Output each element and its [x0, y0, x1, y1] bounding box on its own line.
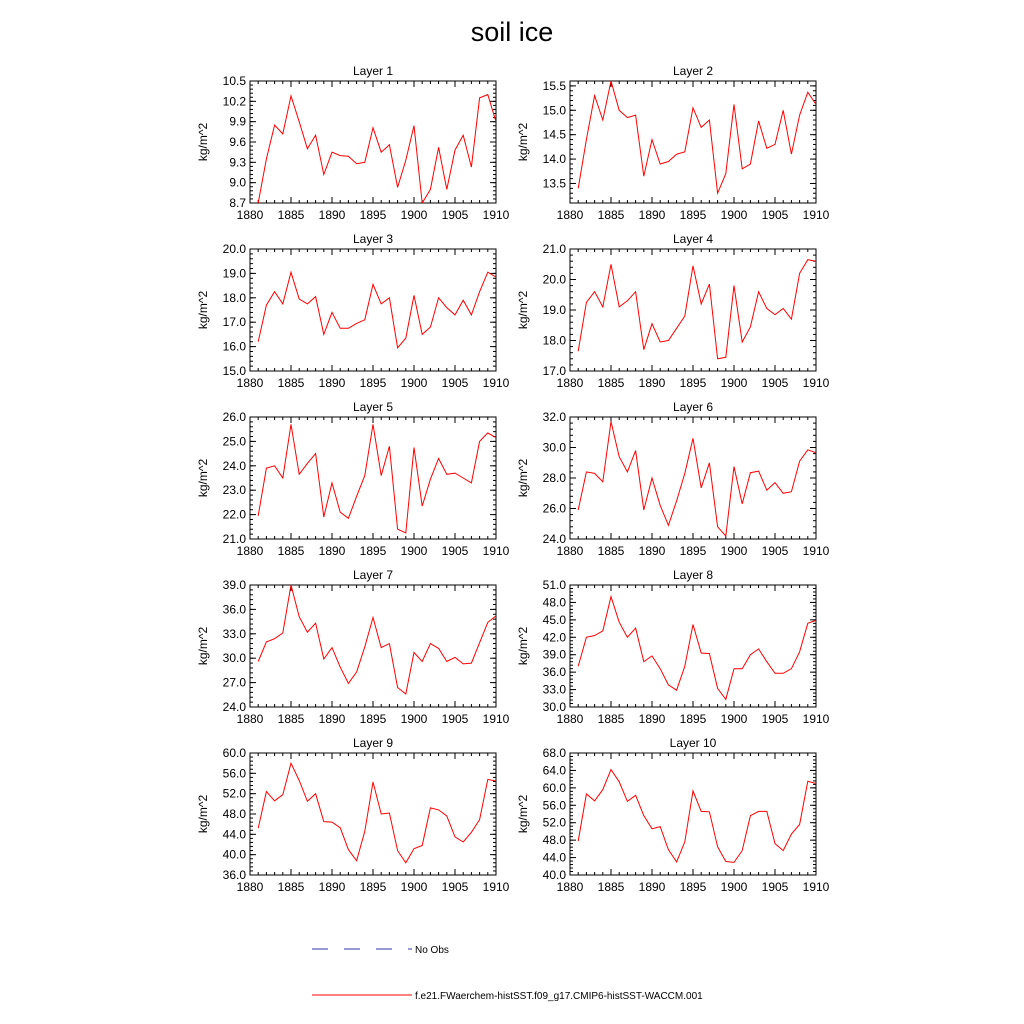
layer-3-panel — [196, 232, 510, 390]
y-tick-label: 23.0 — [222, 483, 246, 498]
layer-8-panel — [516, 568, 830, 726]
y-tick-label: 24.0 — [222, 458, 246, 473]
y-axis-label: kg/m^2 — [196, 626, 210, 666]
y-tick-label: 30.0 — [542, 700, 566, 714]
y-tick-label: 39.0 — [222, 578, 246, 592]
x-tick-label: 1880 — [236, 208, 264, 222]
y-axis-label: kg/m^2 — [516, 290, 530, 330]
x-tick-label: 1890 — [638, 880, 666, 894]
x-tick-label: 1890 — [318, 712, 346, 726]
x-tick-label: 1885 — [597, 376, 625, 390]
y-tick-label: 24.0 — [222, 700, 246, 714]
y-tick-label: 27.0 — [222, 675, 246, 690]
y-tick-label: 9.6 — [229, 135, 246, 149]
y-tick-label: 39.0 — [542, 647, 566, 662]
y-tick-label: 68.0 — [542, 746, 566, 760]
x-tick-label: 1900 — [720, 880, 748, 894]
panel-title: Layer 5 — [352, 400, 394, 414]
y-tick-label: 51.0 — [542, 578, 566, 592]
y-axis-label: kg/m^2 — [196, 122, 210, 162]
y-tick-label: 14.5 — [542, 127, 566, 142]
y-tick-label: 52.0 — [222, 786, 246, 801]
x-tick-label: 1890 — [318, 544, 346, 558]
y-tick-label: 17.0 — [542, 364, 566, 378]
layer-9-panel — [196, 736, 510, 894]
series-line — [578, 770, 816, 863]
x-tick-label: 1880 — [556, 880, 584, 894]
x-tick-label: 1905 — [441, 544, 469, 558]
y-tick-label: 18.0 — [542, 333, 566, 348]
y-tick-label: 56.0 — [542, 798, 566, 813]
x-tick-label: 1885 — [597, 544, 625, 558]
y-tick-label: 30.0 — [222, 651, 246, 666]
y-tick-label: 44.0 — [542, 850, 566, 865]
layer-7-panel — [196, 568, 510, 726]
x-tick-label: 1885 — [277, 712, 305, 726]
x-tick-label: 1910 — [482, 712, 510, 726]
plot-frame — [250, 417, 496, 539]
y-tick-label: 32.0 — [542, 410, 566, 424]
x-tick-label: 1905 — [761, 208, 789, 222]
y-tick-label: 36.0 — [222, 868, 246, 882]
panel-title: Layer 9 — [352, 736, 394, 750]
x-tick-label: 1885 — [277, 544, 305, 558]
y-tick-label: 16.0 — [222, 339, 246, 354]
series-line — [578, 422, 816, 536]
y-tick-label: 36.0 — [222, 602, 246, 617]
y-tick-label: 64.0 — [542, 763, 566, 778]
y-tick-label: 48.0 — [542, 595, 566, 610]
y-tick-label: 10.5 — [222, 74, 246, 88]
y-tick-label: 25.0 — [222, 434, 246, 449]
plot-frame — [570, 417, 816, 539]
y-tick-label: 33.0 — [542, 682, 566, 697]
y-tick-label: 40.0 — [542, 868, 566, 882]
x-tick-label: 1880 — [236, 376, 264, 390]
layer-5-panel — [196, 400, 510, 558]
y-tick-label: 9.3 — [229, 155, 246, 170]
y-axis-label: kg/m^2 — [516, 458, 530, 498]
series-line — [258, 95, 496, 203]
x-tick-label: 1890 — [318, 208, 346, 222]
x-tick-label: 1900 — [720, 712, 748, 726]
y-tick-label: 48.0 — [222, 807, 246, 821]
x-tick-label: 1895 — [679, 880, 707, 894]
panel-title: Layer 6 — [672, 400, 714, 414]
y-tick-label: 26.0 — [542, 501, 566, 516]
x-tick-label: 1880 — [556, 544, 584, 558]
x-tick-label: 1900 — [400, 712, 428, 726]
y-tick-label: 15.5 — [542, 78, 566, 93]
y-tick-label: 17.0 — [222, 315, 246, 330]
series-line — [578, 597, 816, 700]
x-tick-label: 1895 — [679, 544, 707, 558]
plot-frame — [570, 753, 816, 875]
x-tick-label: 1905 — [761, 712, 789, 726]
legend-obs-label: No Obs — [415, 945, 449, 956]
y-tick-label: 22.0 — [222, 507, 246, 522]
y-tick-label: 18.0 — [222, 290, 246, 305]
x-tick-label: 1885 — [597, 712, 625, 726]
y-tick-label: 42.0 — [542, 630, 566, 645]
x-tick-label: 1885 — [277, 880, 305, 894]
y-tick-label: 20.0 — [542, 272, 566, 287]
y-tick-label: 56.0 — [222, 766, 246, 781]
y-tick-label: 60.0 — [222, 746, 246, 760]
y-tick-label: 19.0 — [222, 266, 246, 281]
y-tick-label: 21.0 — [542, 242, 566, 256]
y-tick-label: 9.9 — [229, 114, 246, 129]
x-tick-label: 1895 — [679, 208, 707, 222]
x-tick-label: 1895 — [359, 208, 387, 222]
y-tick-label: 33.0 — [222, 626, 246, 641]
x-tick-label: 1880 — [556, 208, 584, 222]
x-tick-label: 1910 — [802, 880, 830, 894]
y-tick-label: 36.0 — [542, 665, 566, 680]
x-tick-label: 1885 — [597, 208, 625, 222]
x-tick-label: 1905 — [441, 712, 469, 726]
x-tick-label: 1910 — [802, 376, 830, 390]
y-tick-label: 13.5 — [542, 176, 566, 191]
x-tick-label: 1910 — [482, 376, 510, 390]
x-tick-label: 1890 — [318, 880, 346, 894]
y-tick-label: 15.0 — [542, 103, 566, 118]
x-tick-label: 1880 — [556, 712, 584, 726]
x-tick-label: 1895 — [359, 880, 387, 894]
x-tick-label: 1890 — [638, 712, 666, 726]
y-axis-label: kg/m^2 — [196, 794, 210, 834]
x-tick-label: 1880 — [556, 376, 584, 390]
x-tick-label: 1885 — [597, 880, 625, 894]
y-tick-label: 44.0 — [222, 827, 246, 842]
figure-title: soil ice — [470, 17, 554, 47]
x-tick-label: 1895 — [679, 712, 707, 726]
x-tick-label: 1890 — [638, 208, 666, 222]
panel-title: Layer 10 — [669, 736, 717, 750]
panel-title: Layer 1 — [352, 64, 394, 78]
plot-frame — [570, 585, 816, 707]
legend-model-label: f.e21.FWaerchem-histSST.f09_g17.CMIP6-histSST-WACCM.001 — [415, 991, 703, 1002]
x-tick-label: 1880 — [236, 880, 264, 894]
y-tick-label: 60.0 — [542, 780, 566, 795]
panel-title: Layer 7 — [352, 568, 394, 582]
series-line — [258, 424, 496, 533]
x-tick-label: 1895 — [359, 712, 387, 726]
y-axis-label: kg/m^2 — [516, 626, 530, 666]
x-tick-label: 1895 — [359, 376, 387, 390]
panel-title: Layer 8 — [672, 568, 714, 582]
y-tick-label: 21.0 — [222, 532, 246, 546]
x-tick-label: 1910 — [482, 208, 510, 222]
y-tick-label: 15.0 — [222, 364, 246, 378]
layer-1-panel — [196, 64, 510, 222]
x-tick-label: 1900 — [720, 544, 748, 558]
x-tick-label: 1880 — [236, 712, 264, 726]
x-tick-label: 1900 — [400, 376, 428, 390]
y-tick-label: 14.0 — [542, 152, 566, 167]
series-line — [258, 585, 496, 694]
series-line — [578, 81, 816, 193]
y-tick-label: 20.0 — [222, 242, 246, 256]
x-tick-label: 1880 — [236, 544, 264, 558]
x-tick-label: 1900 — [400, 208, 428, 222]
panel-title: Layer 4 — [672, 232, 714, 246]
y-tick-label: 24.0 — [542, 532, 566, 546]
y-tick-label: 26.0 — [222, 410, 246, 424]
y-axis-label: kg/m^2 — [196, 458, 210, 498]
x-tick-label: 1900 — [720, 376, 748, 390]
y-axis-label: kg/m^2 — [196, 290, 210, 330]
x-tick-label: 1885 — [277, 376, 305, 390]
x-tick-label: 1900 — [720, 208, 748, 222]
x-tick-label: 1905 — [441, 376, 469, 390]
layer-4-panel — [516, 232, 830, 390]
x-tick-label: 1905 — [761, 376, 789, 390]
series-line — [578, 260, 816, 359]
plot-frame — [250, 249, 496, 371]
x-tick-label: 1910 — [802, 544, 830, 558]
x-tick-label: 1910 — [482, 880, 510, 894]
x-tick-label: 1885 — [277, 208, 305, 222]
x-tick-label: 1910 — [802, 208, 830, 222]
y-axis-label: kg/m^2 — [516, 122, 530, 162]
x-tick-label: 1905 — [761, 880, 789, 894]
y-axis-label: kg/m^2 — [516, 794, 530, 834]
legend — [312, 945, 703, 1002]
y-tick-label: 10.2 — [222, 94, 246, 109]
x-tick-label: 1900 — [400, 544, 428, 558]
x-tick-label: 1890 — [638, 376, 666, 390]
series-line — [258, 763, 496, 863]
series-line — [258, 272, 496, 348]
x-tick-label: 1905 — [441, 208, 469, 222]
x-tick-label: 1910 — [802, 712, 830, 726]
x-tick-label: 1905 — [761, 544, 789, 558]
y-tick-label: 28.0 — [542, 471, 566, 485]
plot-frame — [250, 585, 496, 707]
panel-title: Layer 2 — [672, 64, 714, 78]
y-tick-label: 8.7 — [229, 196, 246, 210]
plot-frame — [250, 753, 496, 875]
x-tick-label: 1895 — [679, 376, 707, 390]
y-tick-label: 45.0 — [542, 612, 566, 627]
y-tick-label: 9.0 — [229, 175, 246, 190]
x-tick-label: 1910 — [482, 544, 510, 558]
x-tick-label: 1905 — [441, 880, 469, 894]
y-tick-label: 19.0 — [542, 303, 566, 317]
x-tick-label: 1890 — [318, 376, 346, 390]
layer-10-panel — [516, 736, 830, 894]
panel-title: Layer 3 — [352, 232, 394, 246]
layer-6-panel — [516, 400, 830, 558]
layer-2-panel — [516, 64, 830, 222]
x-tick-label: 1900 — [400, 880, 428, 894]
y-tick-label: 30.0 — [542, 440, 566, 455]
y-tick-label: 52.0 — [542, 815, 566, 830]
y-tick-label: 40.0 — [222, 847, 246, 862]
y-tick-label: 48.0 — [542, 833, 566, 848]
x-tick-label: 1890 — [638, 544, 666, 558]
x-tick-label: 1895 — [359, 544, 387, 558]
